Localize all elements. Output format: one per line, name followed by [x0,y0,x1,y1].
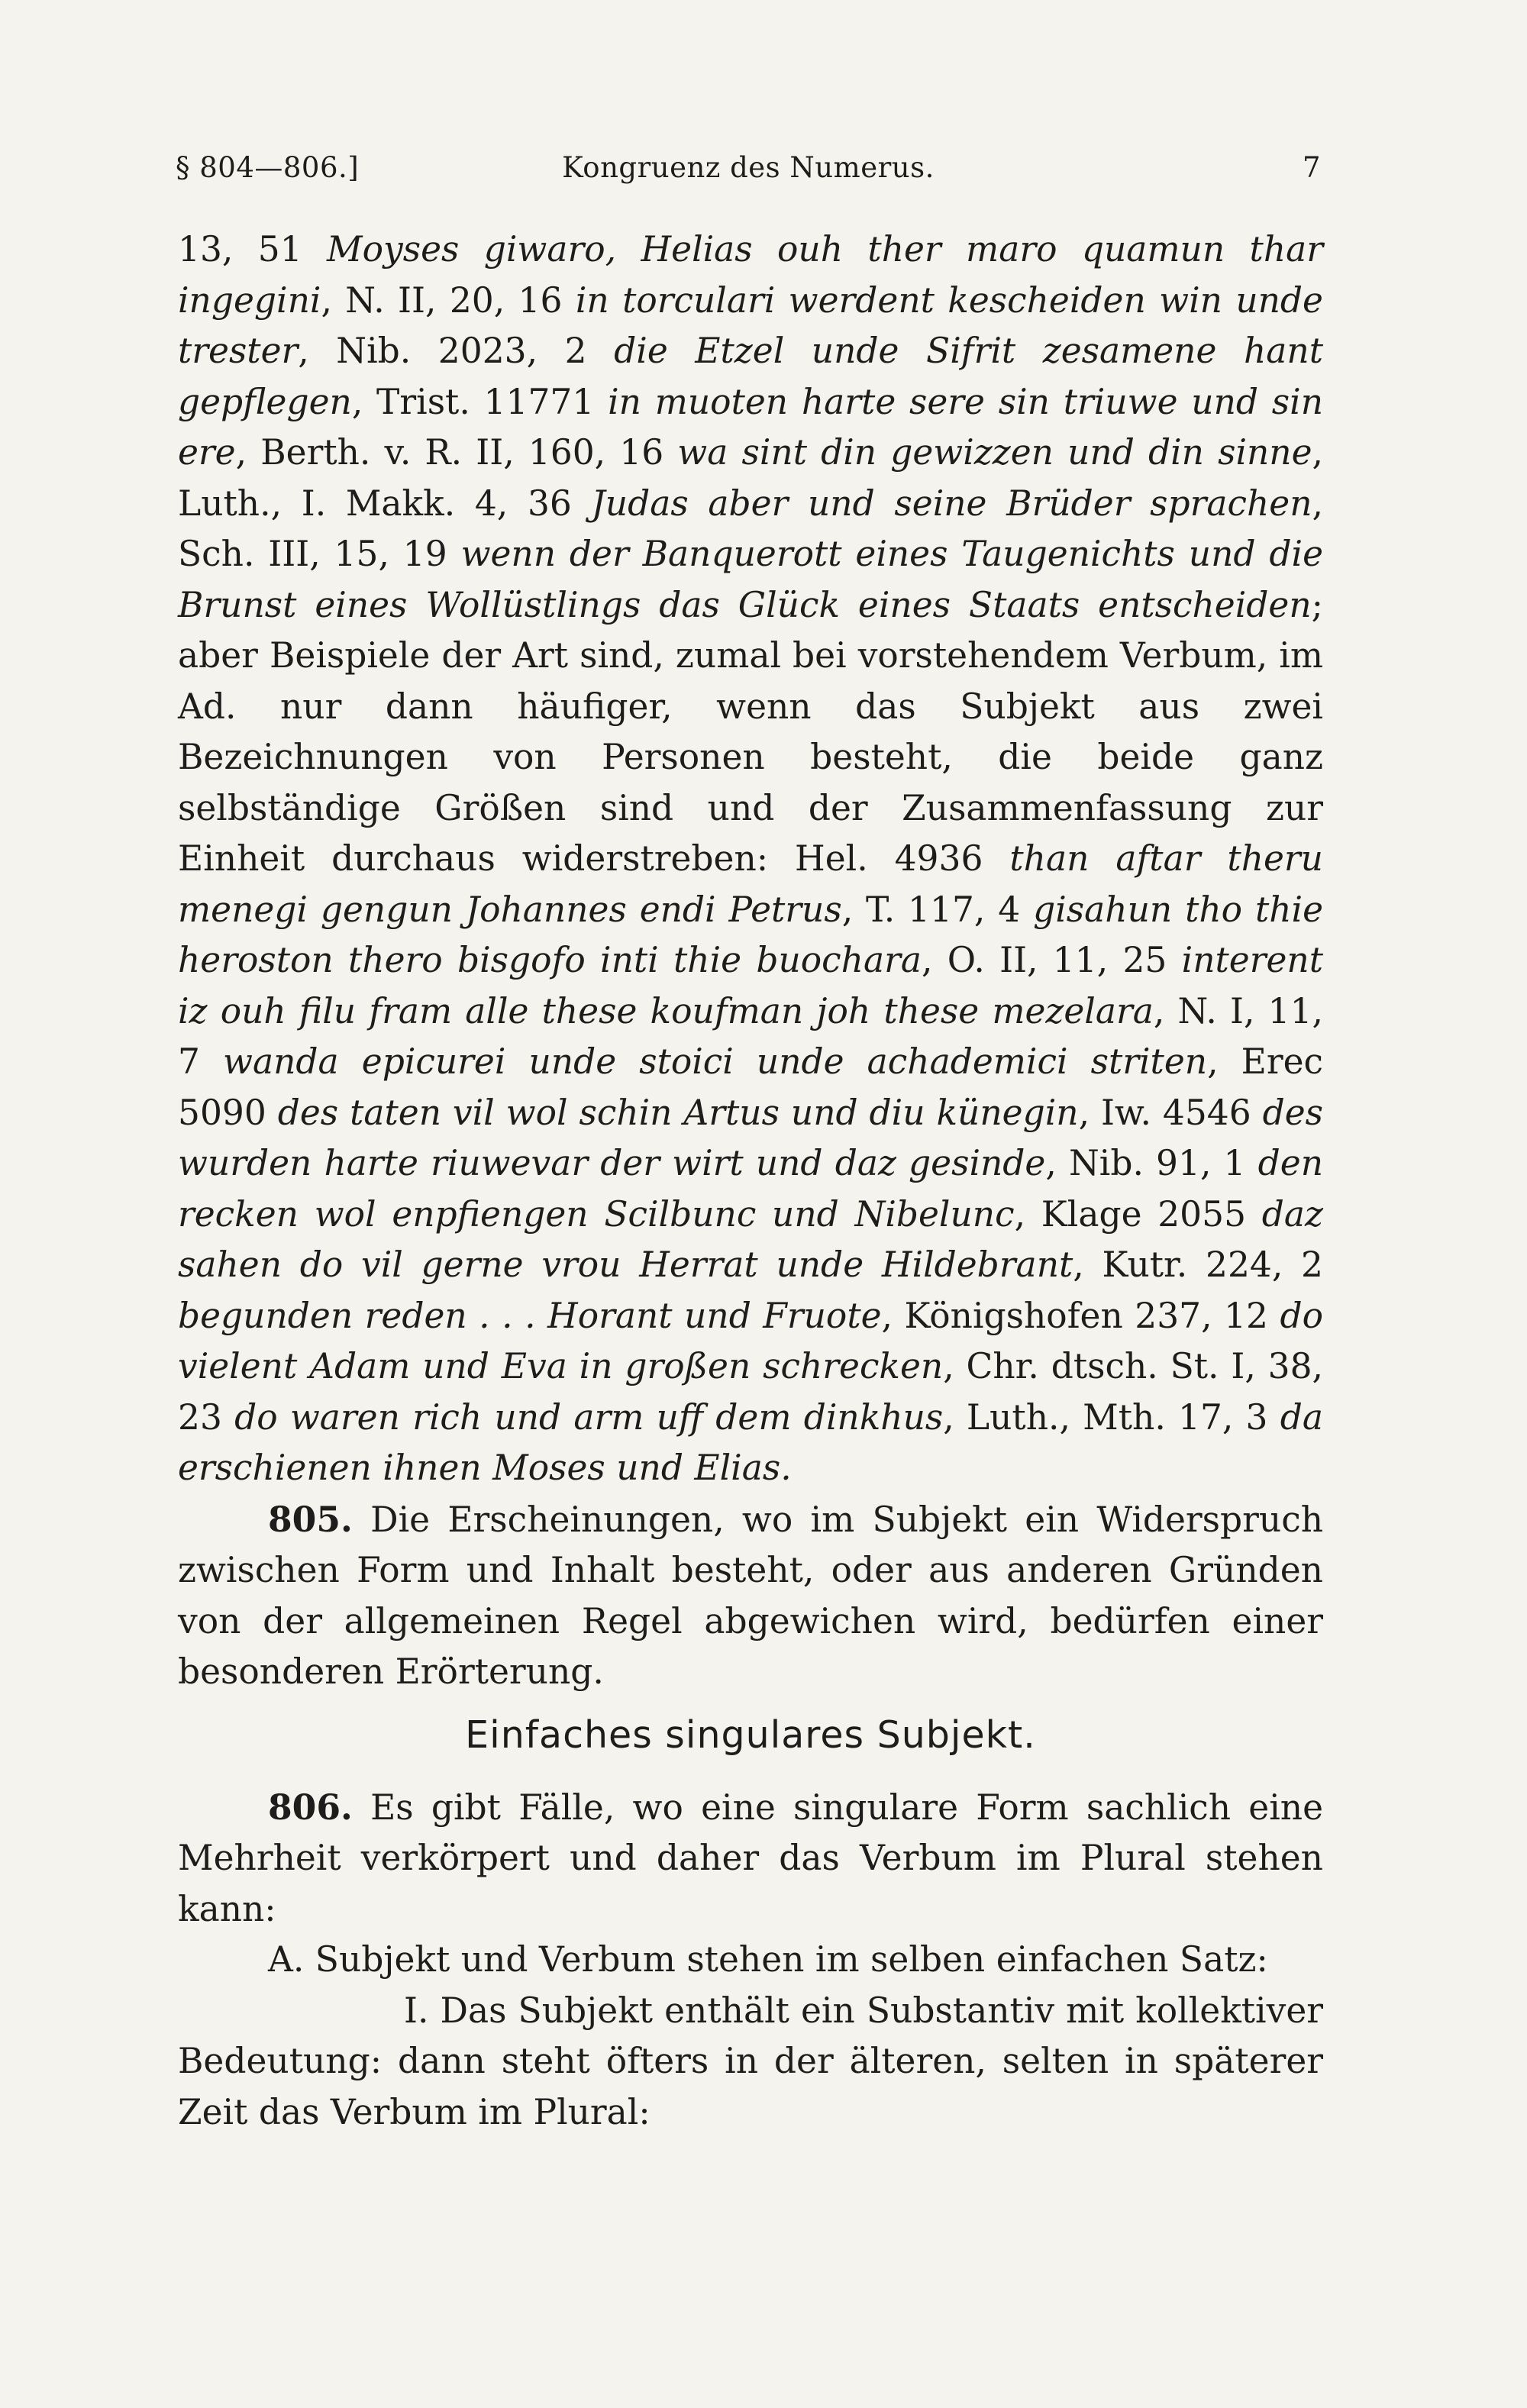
quotation-text: wanda epicurei unde stoici unde achademici striten [223,1041,1208,1082]
quotation-text: in muoten harte sere sin triuwe und sin ere [178,381,1323,473]
quotation-text: wa sint din gewizzen und din sinne [677,432,1312,473]
citation-text: , Kutr. 224, 2 [1073,1244,1324,1285]
citation-text: ; aber Beispiele der Art sind, zumal bei vorstehendem Verbum, im Ad. nur dann häufiger, wenn das Subjekt aus zwei Bezeichnungen von Personen besteht, die beide ganz selbständige Größen sind und der Zusammenfassung zur Einheit durchaus widerstreben: Hel. 4936 [178,584,1323,879]
quotation-text: Judas aber und seine Brüder sprachen [591,483,1312,524]
citation-text: , Trist. 11771 [351,381,609,422]
quotation-text: than aftar theru menegi gengun Johannes endi Petrus [178,838,1323,930]
citation-text: , Luth., I. Makk. 4, 36 [178,432,1323,524]
citation-text: , T. 117, 4 [841,889,1034,930]
point-a: A. Subjekt und Verbum stehen im selben einfachen Satz: [268,1939,1268,1980]
citation-text: , N. II, 20, 16 [321,279,576,321]
quotation-text: daz sahen do vil gerne vrou Herrat unde Hildebrant [178,1193,1323,1285]
citation-text: 13, 51 [178,229,328,270]
paragraph-806-text: Es gibt Fälle, wo eine singulare Form sachlich eine Mehrheit verkörpert und daher das Verbum im Plural stehen kann: [178,1787,1323,1929]
running-title: Kongruenz des Numerus. [562,151,935,184]
quotation-text: des taten vil wol schin Artus und diu künegin [277,1092,1079,1133]
quotation-text: do waren rich und arm uff dem dinkhus [234,1396,944,1438]
section-range: § 804—806.] [176,151,360,184]
citation-text: , O. II, 11, 25 [921,940,1182,980]
quotation-text: begunden reden . . . Horant und Fruote [178,1295,882,1336]
section-number-806: 806. [268,1786,353,1828]
quotation-text: die Etzel unde Sifrit zesamene hant gepflegen [178,331,1323,422]
citation-text: , Berth. v. R. II, 160, 16 [235,432,678,473]
quotation-text: in torculari werdent kescheiden win unde trester [178,279,1323,371]
point-i: I. Das Subjekt enthält ein Substantiv mit kollektiver Bedeutung: dann steht öfters in der älteren, selten in späterer Zeit das Verbum im Plural: [178,1990,1323,2132]
quotation-text: do vielent Adam und Eva in großen schrecken [178,1295,1323,1386]
citation-text: , Chr. dtsch. St. I, 38, 23 [178,1346,1323,1438]
citation-text: , Erec 5090 [178,1041,1323,1133]
citation-text: , Sch. III, 15, 19 [178,483,1323,574]
quotation-text: wenn der Banquerott eines Taugenichts und die Brunst eines Wollüstlings das Glück eines Staats entscheiden [178,534,1323,625]
quotation-text: interent iz ouh filu fram alle these koufman joh these mezelara [178,940,1323,1031]
quotation-text: da erschienen ihnen Moses und Elias. [178,1396,1323,1488]
quotation-text: Moyses giwaro, Helias ouh ther maro quamun thar ingegini [178,229,1324,321]
section-heading: Einfaches singulares Subjekt. [465,1712,1036,1757]
running-header [176,151,1321,194]
citation-text: , Nib. 2023, 2 [298,331,615,371]
paragraph-804-continued [178,224,1323,1494]
quotation-text: den recken wol enpfiengen Scilbunc und Nibelunc [178,1143,1323,1235]
page-body [178,224,1323,2138]
quotation-text: des wurden harte riuwevar der wirt und daz gesinde [178,1092,1324,1183]
quotation-text: gisahun tho thie heroston thero bisgofo inti thie buochara [178,889,1324,980]
citation-text: , Iw. 4546 [1078,1092,1263,1133]
paragraph-806 [178,1782,1323,1935]
paragraph-805 [178,1494,1323,1698]
paragraph-805-text: Die Erscheinungen, wo im Subjekt ein Widerspruch zwischen Form und Inhalt besteht, oder aus anderen Gründen von der allgemeinen Regel abgewichen wird, bedürfen einer besonderen Erörterung. [178,1499,1323,1692]
page-number: 7 [1302,151,1321,184]
citation-text: , Nib. 91, 1 [1045,1143,1258,1183]
citation-text: , N. I, 11, 7 [178,990,1323,1082]
citation-text: , Luth., Mth. 17, 3 [943,1396,1280,1438]
section-number-805: 805. [268,1498,353,1540]
citation-text: , Klage 2055 [1014,1193,1262,1235]
citation-text: , Königshofen 237, 12 [881,1295,1280,1336]
